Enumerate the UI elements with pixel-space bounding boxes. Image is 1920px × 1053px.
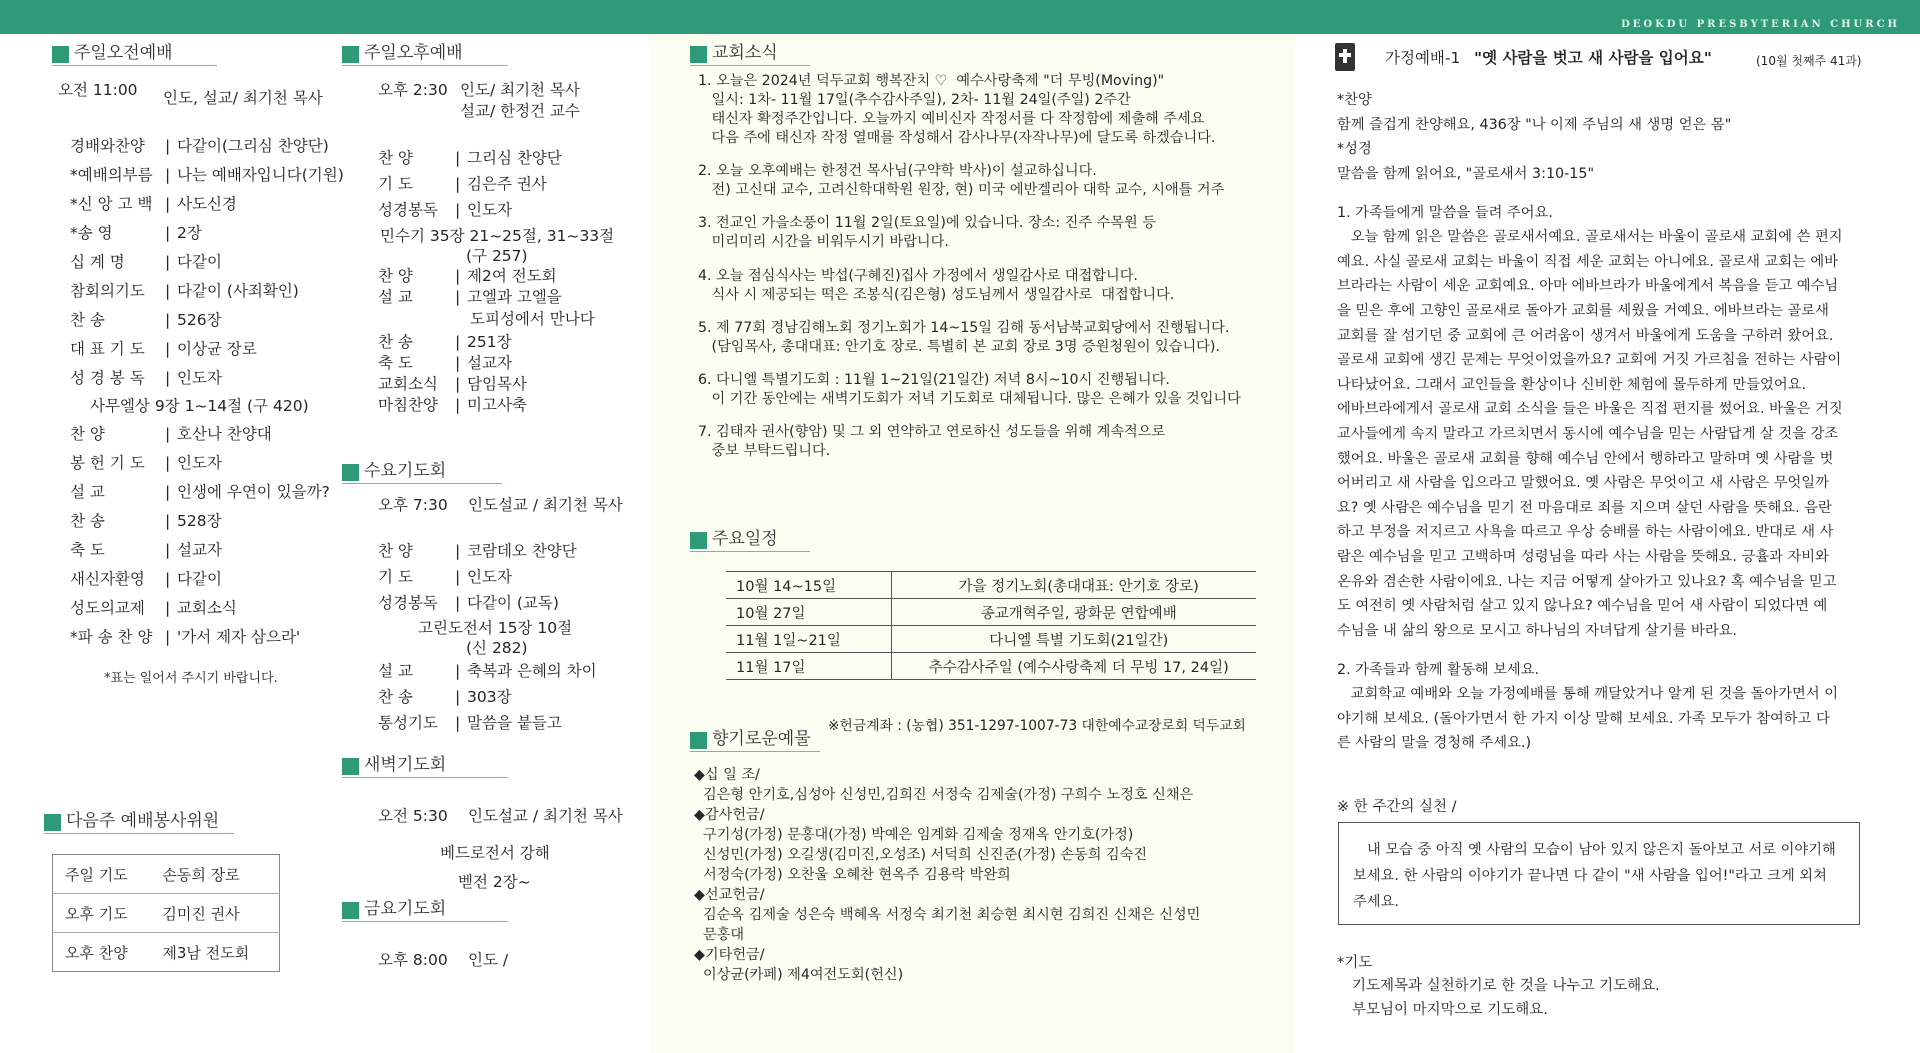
family-line: *찬양: [1337, 92, 1372, 108]
order-divider: |: [455, 568, 461, 586]
news-line: [698, 148, 1288, 162]
sunday-afternoon-time: 오후 2:30: [378, 81, 448, 99]
wednesday-lead: 인도설교 / 최기천 목사: [468, 496, 623, 514]
order-label: 찬 양: [378, 542, 413, 560]
family-line: 요? 옛 사람은 예수님을 믿기 전 마음대로 죄를 지으며 살던 사람을 뜻해요. 음란: [1337, 499, 1832, 516]
news-line: 일시: 1차- 11월 17일(추수감사주일), 2차- 11월 24일(주일) 2주간: [698, 92, 1131, 108]
order-label: 십 계 명: [70, 253, 125, 271]
order-value: 나는 예배자입니다(기원): [177, 166, 344, 184]
family-line: 어버리고 새 사람을 입으라고 말했어요. 옛 사람은 무엇이고 새 사람은 무엇일까: [1337, 475, 1829, 492]
order-value: 이상균 장로: [177, 340, 257, 358]
date-cell: 10월 27일: [726, 599, 891, 626]
offering-line: 이상균(카페) 제4여전도회(헌신): [694, 967, 904, 983]
order-divider: |: [165, 599, 171, 617]
order-label: 참회의기도: [70, 282, 145, 300]
family-line: 도 여전히 옛 사람처럼 살고 있지 않나요? 예수님을 믿어 새 사람이 되었다면 예: [1337, 598, 1828, 615]
order-label: 찬 양: [378, 149, 413, 167]
offering-line: 김은형 안기호,심성아 신성민,김희진 서정숙 김제술(가정) 구희수 노정호 신채은: [694, 787, 1194, 803]
family-line: [1337, 643, 1897, 657]
order-divider: |: [455, 662, 461, 680]
family-line: 교회를 잘 섬기던 중 교회에 큰 어려움이 생겨서 바울에게 도움을 구하러 왔어요.: [1337, 327, 1834, 344]
news-line: 3. 전교인 가을소풍이 11월 2일(토요일)에 있습니다. 장소: 진주 수목원 등: [698, 215, 1156, 232]
order-divider: |: [455, 542, 461, 560]
event-cell: 가을 정기노회(총대대표: 안기호 장로): [891, 572, 1256, 599]
dawn-lead: 인도설교 / 최기천 목사: [468, 807, 623, 825]
order-label: 기 도: [378, 568, 413, 586]
family-line: 2. 가족들과 함께 활동해 보세요.: [1337, 661, 1540, 678]
dawn-book: 베드로전서 강해: [440, 844, 550, 862]
family-line: 에바브라에게서 골로새 교회 소식을 들은 바울은 직접 편지를 썼어요. 바울은 거짓: [1337, 401, 1843, 418]
order-label: 성경봉독: [378, 201, 438, 219]
sunday-morning-scripture: 사무엘상 9장 1~14절 (구 420): [90, 397, 309, 415]
offering-line: 서정숙(가정) 오찬울 오혜찬 현옥주 김용락 박완희: [694, 867, 1011, 883]
church-name: DEOKDU PRESBYTERIAN CHURCH: [1621, 19, 1900, 30]
name-cell: 손동희 장로: [150, 855, 279, 894]
family-line: 브라라는 사람이 세운 교회예요. 아마 에바브라가 바울에게서 복음을 듣고 예수님: [1337, 278, 1839, 295]
event-cell: 종교개혁주일, 광화문 연합예배: [891, 599, 1256, 626]
order-label: 마침찬양: [378, 396, 438, 414]
family-line: [1337, 186, 1897, 200]
order-label: 새신자환영: [70, 570, 145, 588]
order-value: 303장: [467, 688, 512, 706]
news-line: 태신자 확정주간입니다. 오늘까지 예비신자 작정서를 다 작정함에 제출해 주세요: [698, 111, 1205, 127]
order-divider: |: [455, 175, 461, 193]
next-week-title: 다음주 예배봉사위원: [44, 812, 234, 834]
name-cell: 제3남 전도회: [162, 943, 250, 962]
sunday-afternoon-lead: 인도/ 최기천 목사: [460, 81, 580, 99]
table-row: [53, 855, 280, 894]
order-divider: |: [165, 425, 171, 443]
news-title: 교회소식: [690, 44, 810, 66]
order-divider: |: [165, 340, 171, 358]
family-line: 하고 부정을 저지르고 사욕을 따르고 우상 숭배를 하는 사람이에요. 반대로 새 사: [1337, 524, 1834, 541]
next-week-table: [52, 854, 280, 972]
order-value: 김은주 권사: [467, 175, 547, 193]
order-divider: |: [455, 594, 461, 612]
news-line: 2. 오늘 오후예배는 한정건 목사님(구약학 박사)이 설교하십니다.: [698, 163, 1097, 180]
offering-title: 향기로운예물: [690, 730, 820, 752]
top-banner: [0, 0, 1920, 34]
news-line: 1. 오늘은 2024년 덕두교회 행복잔치 ♡ 예수사랑축제 "더 무빙(Moving)": [698, 73, 1165, 89]
family-line: 교회학교 예배와 오늘 가정예배를 통해 깨달았거나 알게 된 것을 돌아가면서 이: [1337, 686, 1839, 703]
wednesday-scripture-ref: (신 282): [466, 639, 528, 657]
order-value: 251장: [467, 333, 512, 351]
order-value: 다같이: [177, 253, 222, 271]
friday-lead: 인도 /: [468, 951, 509, 969]
role-cell: 오후 기도: [53, 894, 151, 933]
news-line: 4. 오늘 점심식사는 박섭(구혜진)집사 가정에서 생일감사로 대접합니다.: [698, 267, 1138, 284]
order-label: 경배와찬양: [70, 137, 145, 155]
news-line: 5. 제 77회 경남김해노회 정기노회가 14~15일 김해 동서남북교회당에서 진행됩니다.: [698, 319, 1230, 336]
order-divider: |: [455, 396, 461, 414]
order-divider: |: [455, 149, 461, 167]
order-divider: |: [165, 541, 171, 559]
order-value: 다같이 (사죄확인): [177, 282, 299, 300]
order-label: 성경봉독: [378, 594, 438, 612]
order-value: 인도자: [467, 201, 512, 219]
family-week: (10월 첫째주 41과): [1756, 54, 1862, 68]
sunday-afternoon-preacher: 설교/ 한정건 교수: [460, 102, 580, 120]
family-line: 말씀을 함께 읽어요, "골로새서 3:10-15": [1337, 165, 1595, 182]
prayer-line-2: 부모님이 마지막으로 기도해요.: [1352, 1002, 1548, 1018]
news-line: 미리미리 시간을 비워두시기 바랍니다.: [698, 234, 949, 251]
order-value: 다같이: [177, 570, 222, 588]
order-value: 설교자: [177, 541, 222, 559]
order-value: 526장: [177, 311, 222, 329]
sunday-morning-lead: 인도, 설교/ 최기천 목사: [163, 89, 323, 107]
family-line: 교사들에게 속지 말라고 가르치면서 동시에 예수님을 믿는 사람답게 살 것을 강조: [1337, 426, 1839, 443]
family-line: 나타났어요. 그래서 교인들을 환상이나 신비한 체험에 몰두하게 만들었어요.: [1337, 376, 1807, 393]
offering-line: ◆감사헌금/: [694, 807, 765, 823]
order-divider: |: [455, 688, 461, 706]
order-divider: |: [165, 195, 171, 213]
order-value: 다같이(그리심 찬양단): [177, 137, 329, 155]
order-value: 코람데오 찬양단: [467, 542, 577, 560]
standing-note: *표는 일어서 주시기 바랍니다.: [104, 671, 278, 686]
order-label: 성도의교제: [70, 599, 145, 617]
sunday-afternoon-scripture-ref: (구 257): [466, 247, 528, 265]
order-value: 2장: [177, 224, 202, 242]
order-label: *신 앙 고 백: [70, 195, 153, 213]
friday-time: 오후 8:00: [378, 951, 448, 969]
family-line: 골로새 교회에 생긴 문제는 무엇이었을까요? 교회에 거짓 가르침을 전하는 사람이: [1337, 352, 1842, 369]
news-line: 7. 김태자 권사(향암) 및 그 외 연약하고 연로하신 성도들을 위해 계속적으로: [698, 424, 1166, 441]
order-label: 봉 헌 기 도: [70, 454, 145, 472]
family-line: 람은 예수님을 믿고 고백하며 성령님을 따라 사는 사람을 뜻해요. 긍휼과 자비와: [1337, 548, 1829, 565]
order-label: *송 영: [70, 224, 113, 242]
dawn-title: 새벽기도회: [342, 756, 508, 778]
date-cell: 11월 1일~21일: [726, 626, 891, 653]
date-cell: 10월 14~15일: [726, 572, 891, 599]
table-row: [726, 572, 1256, 599]
date-cell: 11월 17일: [726, 653, 891, 680]
family-line: *성경: [1337, 141, 1372, 158]
name-cell: 김미진 권사: [150, 894, 279, 933]
account-info: ※헌금계좌 : (농협) 351-1297-1007-73 대한예수교장로회 덕두교회: [828, 718, 1246, 734]
order-divider: |: [165, 570, 171, 588]
order-label: 축 도: [378, 354, 413, 372]
family-title: 가정예배-1: [1385, 49, 1461, 67]
order-value: 그리심 찬양단: [467, 149, 562, 167]
sunday-afternoon-scripture: 민수기 35장 21~25절, 31~33절: [380, 227, 615, 245]
order-divider: |: [165, 253, 171, 271]
offering-line: 신성민(가정) 오길생(김미진,오성조) 서덕희 신진준(가정) 손동희 김숙진: [694, 847, 1148, 863]
order-value: 설교자: [467, 354, 512, 372]
schedule-title: 주요일정: [690, 530, 810, 552]
order-divider: |: [455, 714, 461, 732]
order-divider: |: [165, 628, 171, 646]
news-line: [698, 357, 1288, 371]
order-value: 제2여 전도회: [467, 267, 557, 285]
order-divider: |: [455, 375, 461, 393]
order-divider: |: [455, 201, 461, 219]
order-label: 설 교: [70, 483, 105, 501]
offering-line: 김순옥 김제술 성은숙 백혜옥 서정숙 최기천 최승현 최시현 김희진 신채은 신성민: [694, 907, 1201, 923]
wednesday-title: 수요기도회: [342, 462, 502, 484]
order-value: 인생에 우연이 있을까?: [177, 483, 330, 501]
table-row: [53, 894, 280, 933]
order-value: 인도자: [177, 369, 222, 387]
family-line: 을 믿은 후에 고향인 골로새로 돌아가 교회를 세웠을 거예요. 에바브라는 골로새: [1337, 303, 1829, 320]
news-line: [698, 200, 1288, 214]
order-value: 축복과 은혜의 차이: [467, 662, 597, 680]
sunday-afternoon-title: 주일오후예배: [342, 44, 507, 66]
order-divider: |: [455, 354, 461, 372]
wednesday-time: 오후 7:30: [378, 496, 448, 514]
order-value: 교회소식: [177, 599, 237, 617]
order-label: 성 경 봉 독: [70, 369, 145, 387]
practice-line: 보세요. 한 사람의 이야기가 끝나면 다 같이 "새 사람을 입어!"라고 크게 외쳐: [1353, 868, 1827, 884]
practice-line: 내 모습 중 아직 옛 사람의 모습이 남아 있지 않은지 돌아보고 서로 이야기해: [1367, 842, 1836, 858]
dawn-time: 오전 5:30: [378, 807, 448, 825]
order-divider: |: [165, 224, 171, 242]
event-cell: 다니엘 특별 기도회(21일간): [891, 626, 1256, 653]
order-divider: |: [455, 333, 461, 351]
order-divider: |: [455, 288, 461, 306]
order-label: 찬 송: [378, 688, 413, 706]
news-line: 다음 주에 태신자 작정 열매를 작성해서 감사나무(자작나무)에 달도록 하겠습니다.: [698, 130, 1216, 146]
news-line: 중보 부탁드립니다.: [698, 443, 831, 460]
prayer-line-1: 기도제목과 실천하기로 한 것을 나누고 기도해요.: [1352, 978, 1660, 994]
order-value: 고엘과 고엘을: [467, 288, 562, 306]
order-divider: |: [165, 166, 171, 184]
order-label: 찬 양: [378, 267, 413, 285]
friday-title: 금요기도회: [342, 900, 508, 922]
order-value: 인도자: [177, 454, 222, 472]
order-label: *예배의부름: [70, 166, 153, 184]
order-divider: |: [165, 282, 171, 300]
table-row: [726, 599, 1256, 626]
role-cell: 주일 기도: [53, 855, 151, 894]
family-line: 수님을 내 삶의 왕으로 모시고 하나님의 자녀답게 살기를 바라요.: [1337, 622, 1737, 639]
table-row: [53, 933, 280, 972]
news-line: (담임목사, 총대대표: 안기호 장로. 특별히 본 교회 장로 3명 증원청원이 있습니다).: [698, 338, 1220, 355]
order-label: 찬 송: [70, 512, 105, 530]
offering-line: ◆십 일 조/: [694, 767, 760, 783]
order-label: 설 교: [378, 662, 413, 680]
order-divider: |: [165, 137, 171, 155]
wednesday-scripture: 고린도전서 15장 10절: [418, 619, 573, 637]
family-line: 온유와 겸손한 사람이에요. 나는 지금 어떻게 살아가고 있나요? 혹 예수님을 믿고: [1337, 573, 1837, 590]
family-line: 야기해 보세요. (돌아가면서 한 가지 이상 말해 보세요. 가족 모두가 참여하고 다: [1337, 710, 1830, 727]
offering-line: 문홍대: [694, 927, 745, 943]
sunday-afternoon-sermon-2: 도피성에서 만나다: [470, 310, 595, 328]
order-value: 사도신경: [177, 195, 237, 213]
order-value: 말씀을 붙들고: [467, 714, 562, 732]
offering-line: ◆기타헌금/: [694, 947, 765, 963]
family-line: 른 사람의 말을 경청해 주세요.): [1337, 735, 1532, 752]
order-divider: |: [165, 483, 171, 501]
prayer-title: *기도: [1337, 955, 1373, 971]
table-row: [726, 653, 1256, 680]
order-value: 담임목사: [467, 375, 527, 393]
order-label: 대 표 기 도: [70, 340, 145, 358]
family-line: 했어요. 바울은 골로새 교회를 향해 예수님 안에서 행하라고 말하며 옛 사람을 벗: [1337, 450, 1834, 467]
order-divider: |: [165, 311, 171, 329]
order-label: 설 교: [378, 288, 413, 306]
order-divider: |: [165, 512, 171, 530]
order-value: 호산나 찬양대: [177, 425, 272, 443]
news-line: [698, 252, 1288, 266]
order-label: 기 도: [378, 175, 413, 193]
order-label: 찬 송: [70, 311, 105, 329]
table-row: [726, 626, 1256, 653]
event-cell: 추수감사주일 (예수사랑축제 더 무빙 17, 24일): [891, 653, 1256, 680]
family-line: 1. 가족들에게 말씀을 들려 주어요.: [1337, 204, 1553, 221]
news-list: [698, 72, 1288, 461]
offering-line: 구기성(가정) 문홍대(가정) 박예은 임계화 김제술 정재옥 안기호(가정): [694, 827, 1134, 843]
family-line: 함께 즐겁게 찬양해요, 436장 "나 이제 주님의 새 생명 얻은 몸": [1337, 116, 1732, 133]
practice-line: 주세요.: [1353, 894, 1399, 910]
order-divider: |: [165, 454, 171, 472]
bible-icon: [1330, 40, 1360, 74]
order-label: 찬 송: [378, 333, 413, 351]
family-body: [1337, 88, 1897, 756]
schedule-table: [726, 571, 1256, 680]
sunday-morning-time: 오전 11:00: [58, 81, 138, 99]
family-subtitle: "옛 사람을 벗고 새 사람을 입어요": [1474, 49, 1712, 67]
dawn-chapter: 벧전 2장~: [458, 873, 531, 891]
practice-box: [1338, 822, 1860, 925]
news-line: 이 기간 동안에는 새벽기도회가 저녁 기도회로 대체됩니다. 많은 은혜가 있을 것입니다: [698, 390, 1241, 407]
order-value: 인도자: [467, 568, 512, 586]
news-line: 식사 시 제공되는 떡은 조봉식(김은형) 성도님께서 생일감사로 대접합니다.: [698, 286, 1175, 303]
news-line: 전) 고신대 교수, 고려신학대학원 원장, 현) 미국 에반겔리아 대학 교수, 시애틀 거주: [698, 182, 1225, 199]
news-line: 6. 다니엘 특별기도회 : 11월 1~21일(21일간) 저녁 8시~10시 진행됩니다.: [698, 371, 1170, 388]
order-label: *파 송 찬 양: [70, 628, 153, 646]
order-label: 교회소식: [378, 375, 438, 393]
sunday-morning-title: 주일오전예배: [52, 44, 217, 66]
order-value: 528장: [177, 512, 222, 530]
offering-list: [694, 765, 1200, 985]
order-value: 다같이 (교독): [467, 594, 559, 612]
order-divider: |: [455, 267, 461, 285]
practice-title: ※ 한 주간의 실천 /: [1337, 799, 1457, 815]
family-line: 예요. 사실 골로새 교회는 바울이 직접 세운 교회는 아니에요. 골로새 교회는 에바: [1337, 253, 1839, 270]
order-label: 통성기도: [378, 714, 438, 732]
order-divider: |: [165, 369, 171, 387]
role-cell: 오후 찬양: [65, 943, 128, 962]
order-label: 찬 양: [70, 425, 105, 443]
offering-line: ◆선교헌금/: [694, 887, 765, 903]
order-value: 미고사축: [467, 396, 527, 414]
order-label: 축 도: [70, 541, 105, 559]
news-line: [698, 409, 1288, 423]
news-line: [698, 305, 1288, 319]
order-value: '가서 제자 삼으라': [177, 628, 301, 646]
family-line: 오늘 함께 읽은 말씀은 골로새서예요. 골로새서는 바울이 골로새 교회에 쓴 편지: [1337, 229, 1843, 246]
